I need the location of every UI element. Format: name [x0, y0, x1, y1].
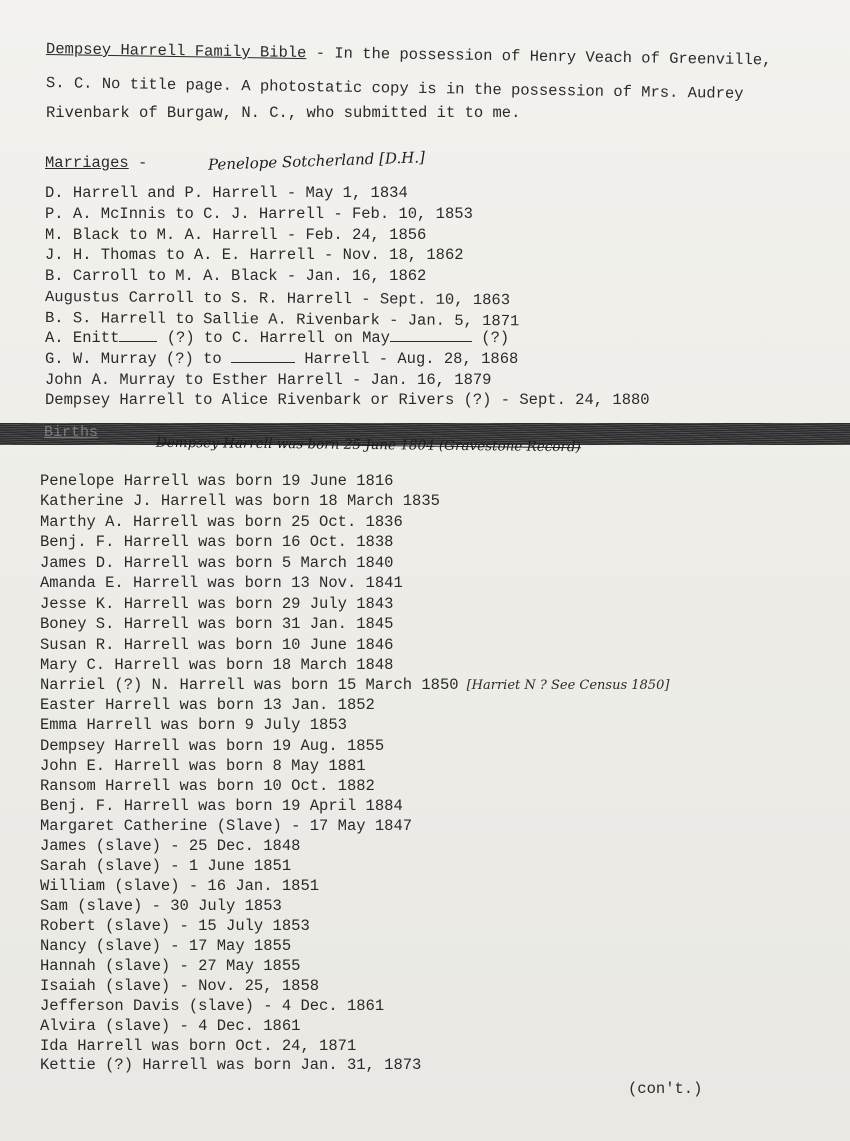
- intro-line-3: Rivenbark of Burgaw, N. C., who submitted it to me.: [46, 104, 521, 122]
- birth-entry: Penelope Harrell was born 19 June 1816: [40, 472, 394, 490]
- birth-entry: Nancy (slave) - 17 May 1855: [40, 937, 292, 955]
- birth-entry: Hannah (slave) - 27 May 1855: [40, 957, 301, 975]
- document-title: Dempsey Harrell Family Bible: [45, 40, 307, 63]
- birth-entry: John E. Harrell was born 8 May 1881: [40, 757, 366, 775]
- marriage-entry: M. Black to M. A. Harrell - Feb. 24, 1856: [45, 226, 427, 244]
- intro-line-1-rest: - In the possession of Henry Veach of Greenville,: [306, 44, 772, 70]
- birth-entry: Benj. F. Harrell was born 19 April 1884: [40, 797, 403, 815]
- birth-entry: Marthy A. Harrell was born 25 Oct. 1836: [40, 513, 403, 531]
- continued-label: (con't.): [628, 1080, 703, 1098]
- birth-entry: Susan R. Harrell was born 10 June 1846: [40, 636, 394, 654]
- marriages-handwritten-note: Penelope Sotcherland [D.H.]: [207, 148, 426, 174]
- birth-entry: James (slave) - 25 Dec. 1848: [40, 837, 301, 855]
- birth-entry: Jesse K. Harrell was born 29 July 1843: [40, 595, 394, 613]
- blank-line: [390, 329, 472, 342]
- blank-line: [231, 350, 295, 363]
- marriages-heading: Marriages -: [45, 154, 148, 172]
- birth-entry: Ransom Harrell was born 10 Oct. 1882: [40, 777, 375, 795]
- birth-entry: Emma Harrell was born 9 July 1853: [40, 716, 347, 734]
- birth-entry: Sarah (slave) - 1 June 1851: [40, 857, 292, 875]
- births-handwritten-note: Dempsey Harrell was born 25 June 1804 (Gravestone Record): [155, 434, 581, 456]
- marriage-entry: A. Enitt (?) to C. Harrell on May (?): [45, 329, 510, 347]
- marriage-entry: G. W. Murray (?) to Harrell - Aug. 28, 1868: [45, 350, 519, 368]
- marriage-entry: B. Carroll to M. A. Black - Jan. 16, 1862: [45, 267, 427, 285]
- marriage-entry: Augustus Carroll to S. R. Harrell - Sept. 10, 1863: [44, 288, 511, 310]
- births-heading: Births: [44, 424, 99, 441]
- birth-entry: Benj. F. Harrell was born 16 Oct. 1838: [40, 533, 394, 551]
- marriage-entry: J. H. Thomas to A. E. Harrell - Nov. 18, 1862: [45, 246, 464, 264]
- birth-entry: Mary C. Harrell was born 18 March 1848: [40, 656, 394, 674]
- birth-entry: William (slave) - 16 Jan. 1851: [40, 877, 320, 895]
- birth-entry: Robert (slave) - 15 July 1853: [40, 917, 310, 935]
- birth-entry: Dempsey Harrell was born 19 Aug. 1855: [40, 737, 385, 755]
- birth-entry: Kettie (?) Harrell was born Jan. 31, 1873: [40, 1056, 422, 1074]
- birth-entry: Ida Harrell was born Oct. 24, 1871: [40, 1037, 357, 1055]
- intro-line-2: S. C. No title page. A photostatic copy is in the possession of Mrs. Audrey: [45, 74, 744, 103]
- birth-entry: Narriel (?) N. Harrell was born 15 March 1850 [Harriet N ? See Census 1850]: [40, 676, 670, 694]
- birth-entry: Jefferson Davis (slave) - 4 Dec. 1861: [40, 997, 385, 1015]
- birth-entry: Easter Harrell was born 13 Jan. 1852: [40, 696, 375, 714]
- birth-entry: Sam (slave) - 30 July 1853: [40, 897, 282, 915]
- blank-line: [119, 329, 157, 342]
- marriage-entry: P. A. McInnis to C. J. Harrell - Feb. 10, 1853: [45, 205, 473, 223]
- marriage-entry: D. Harrell and P. Harrell - May 1, 1834: [45, 184, 408, 202]
- birth-entry: Katherine J. Harrell was born 18 March 1835: [40, 492, 440, 510]
- marriage-entry: Dempsey Harrell to Alice Rivenbark or Rivers (?) - Sept. 24, 1880: [45, 391, 650, 409]
- marriage-entry: John A. Murray to Esther Harrell - Jan. 16, 1879: [45, 371, 492, 389]
- birth-entry: Isaiah (slave) - Nov. 25, 1858: [40, 977, 320, 995]
- birth-entry: James D. Harrell was born 5 March 1840: [40, 554, 394, 572]
- birth-entry: Margaret Catherine (Slave) - 17 May 1847: [40, 817, 413, 835]
- intro-line-1: [46, 40, 772, 69]
- birth-entry: Amanda E. Harrell was born 13 Nov. 1841: [40, 574, 403, 592]
- marriage-entry: B. S. Harrell to Sallie A. Rivenbark - Jan. 5, 1871: [44, 309, 520, 331]
- birth-entry: Alvira (slave) - 4 Dec. 1861: [40, 1017, 301, 1035]
- census-margin-note: [Harriet N ? See Census 1850]: [466, 678, 670, 693]
- birth-entry: Boney S. Harrell was born 31 Jan. 1845: [40, 615, 394, 633]
